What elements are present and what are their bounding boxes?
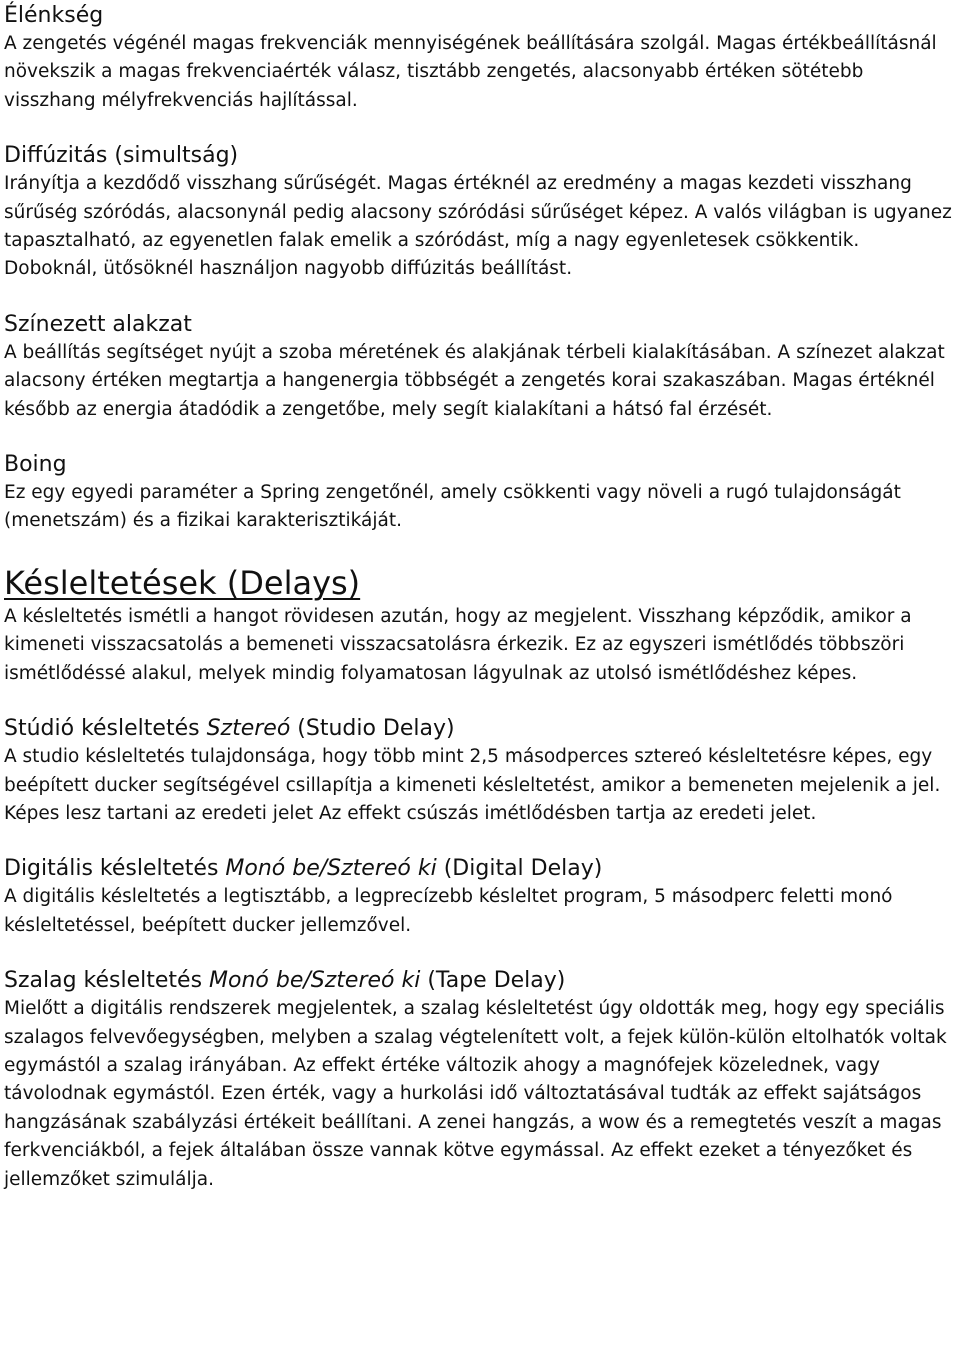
title-main: Digitális késleltetés <box>4 856 226 882</box>
section-title: Diffúzitás (simultság) <box>4 143 239 169</box>
section-title <box>4 855 956 883</box>
title-italic: Sztereó <box>206 716 291 742</box>
title-italic: Monó be/Sztereó ki <box>209 968 421 994</box>
section-szinezett-alakzat <box>4 311 956 424</box>
section-title <box>4 967 956 995</box>
section-body: A beállítás segítséget nyújt a szoba méretének és alakjának térbeli kialakításában. A színezet alakzat alacsony értéken megtartja a hangenergia többségét a zengetés korai szakaszában. Magas értéknél később az energia átadódik a zengetőbe, mely segít kialakítani a hátsó fal érzését. <box>4 341 945 420</box>
section-body: A digitális késleltetés a legtisztább, a legprecízebb késleltet program, 5 másodperc feletti monó késleltetéssel, beépített ducker jellemzővel. <box>4 886 893 936</box>
section-boing <box>4 451 956 536</box>
chapter-kesleltetesek <box>4 563 956 688</box>
title-main: Stúdió késleltetés <box>4 716 207 742</box>
section-body: A studio késleltetés tulajdonsága, hogy több mint 2,5 másodperces sztereó késleltetésre képes, egy beépített ducker segítségével csillapítja a kimeneti késleltetést, amikor a bemeneten mejelenik a jel. Képes lesz tartani az eredeti jelet Az effekt csúszás imétlődésben tartja az eredeti jelet. <box>4 746 941 824</box>
section-title: Színezett alakzat <box>4 311 192 337</box>
section-body: Mielőtt a digitális rendszerek megjelentek, a szalag késleltetést úgy oldották meg, hogy egy speciális szalagos felvevőegységben, melyben a szalag végtelenített volt, a fejek külön-külön eltolhatók voltak egymástól a szalag irányában. Az effekt értéke változik ahogy a magnófejek közelednek, vagy távolodnak egymástól. Ezen érték, vagy a hurkolási idő változtatásával tudták az effekt sajátságos hangzásának szabályzási értékeit beállítani. A zenei hangzás, a wow és a remegtetés veszít a magas ferkvenciákból, a fejek általában össze vannak kötve egymással. Az effekt ezeket a tényezőket és jellemzőket szimulálja. <box>4 998 947 1190</box>
section-title: Boing <box>4 452 67 478</box>
section-title <box>4 715 956 743</box>
title-tail: (Tape Delay) <box>420 968 566 994</box>
title-tail: (Studio Delay) <box>290 716 455 742</box>
chapter-title: Késleltetések (Delays) <box>4 563 361 602</box>
section-diffuzitas <box>4 142 956 284</box>
title-main: Szalag késleltetés <box>4 968 210 994</box>
section-title: Élénkség <box>4 3 104 28</box>
section-tape-delay <box>4 967 956 1194</box>
section-digital-delay <box>4 855 956 940</box>
title-tail: (Digital Delay) <box>436 856 603 882</box>
title-italic: Monó be/Sztereó ki <box>225 856 437 882</box>
section-body: Ez egy egyedi paraméter a Spring zengetőnél, amely csökkenti vagy növeli a rugó tulajdonságát (menetszám) és a fizikai karakterisztikáját. <box>4 482 901 532</box>
section-elenkseg <box>4 2 956 115</box>
chapter-body: A késleltetés ismétli a hangot rövidesen azután, hogy az megjelent. Visszhang képződik, amikor a kimeneti visszacsatolás a bemeneti visszacsatolásra érkezik. Ez az egyszeri ismétlődés többszöri ismétlődéssé alakul, melyek mindig folyamatosan lágyulnak az utolsó ismétlődéshez képes. <box>4 605 912 684</box>
section-body: Irányítja a kezdődő visszhang sűrűségét. Magas értéknél az eredmény a magas kezdeti visszhang sűrűség szóródás, alacsonynál pedig alacsony szóródási sűrűséget képez. A valós világban is ugyanez tapasztalható, az egyenetlen falak emelik a szóródást, míg a nagy egyenletesek csökkentik. Doboknál, ütősöknél használjon nagyobb diffúzitás beállítást. <box>4 173 952 280</box>
section-studio-delay <box>4 715 956 828</box>
section-body: A zengetés végénél magas frekvenciák mennyiségének beállítására szolgál. Magas értékbeállításnál növekszik a magas frekvenciaérték válasz, tisztább zengetés, alacsonyabb értéken sötétebb visszhang mélyfrekvenciás hajlítással. <box>4 33 937 111</box>
